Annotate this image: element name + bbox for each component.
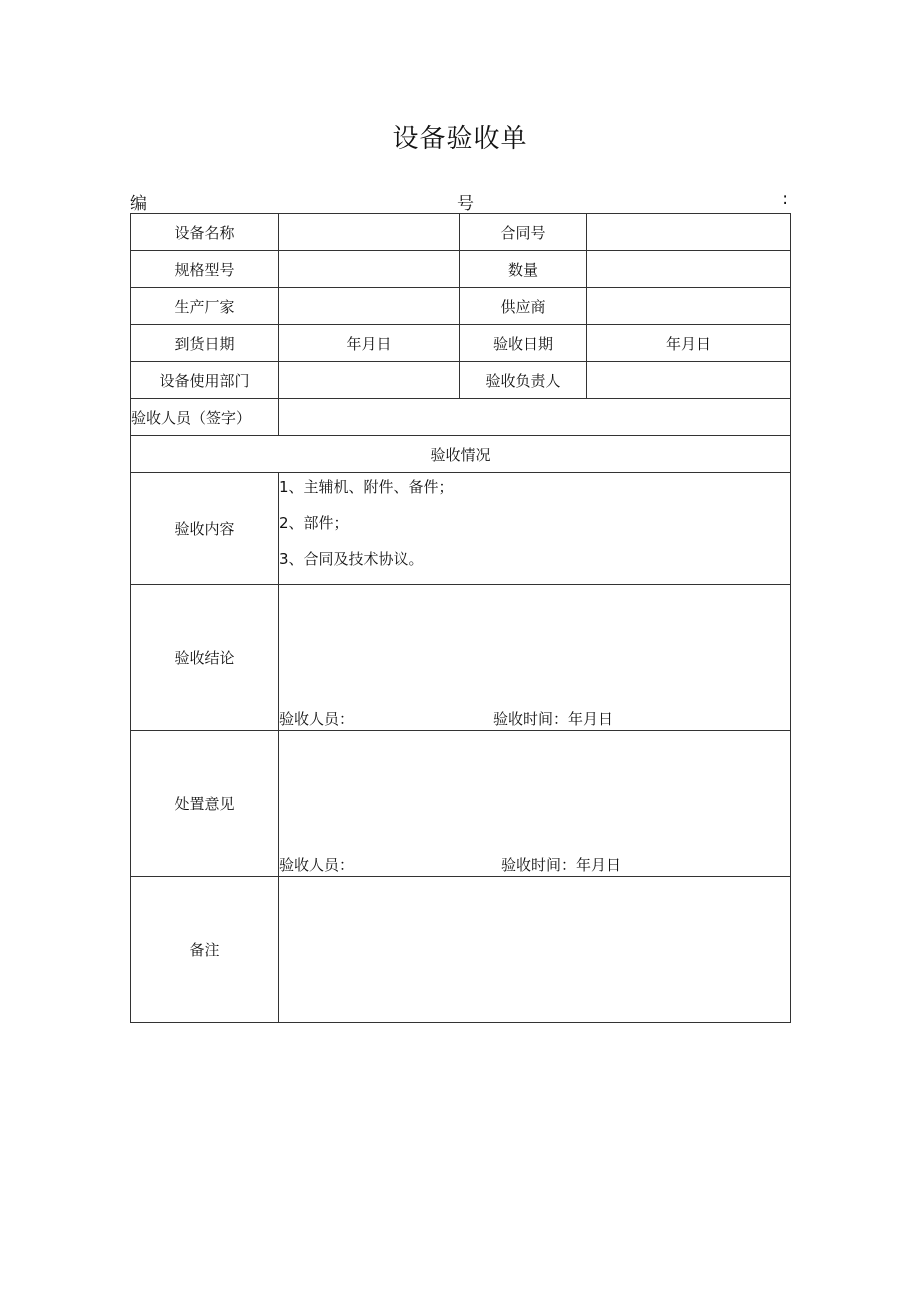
- contract-no-label: 合同号: [460, 214, 587, 251]
- acceptance-personnel-sign-field[interactable]: [279, 399, 791, 436]
- spec-model-field[interactable]: [279, 251, 460, 288]
- using-department-field[interactable]: [279, 362, 460, 399]
- supplier-field[interactable]: [587, 288, 791, 325]
- acceptance-content-label: 验收内容: [131, 473, 279, 585]
- page-title: 设备验收单: [392, 124, 528, 154]
- disposal-time-label: 验收时间：年月日: [501, 856, 622, 874]
- arrival-date-label: 到货日期: [131, 325, 279, 362]
- remarks-label: 备注: [131, 877, 279, 1023]
- acceptance-content-list: [279, 473, 791, 585]
- number-label-left: 编: [130, 194, 147, 214]
- list-item: 1、主辅机、附件、备件；: [279, 478, 454, 496]
- disposal-person-label: 验收人员：: [279, 856, 355, 874]
- quantity-label: 数量: [460, 251, 587, 288]
- acceptance-situation-header: 验收情况: [131, 436, 791, 473]
- conclusion-person-label: 验收人员：: [279, 710, 355, 728]
- acceptance-conclusion-label: 验收结论: [131, 585, 279, 731]
- conclusion-signature-line: [279, 708, 790, 728]
- remarks-field[interactable]: [279, 877, 791, 1023]
- acceptance-manager-field[interactable]: [587, 362, 791, 399]
- quantity-field[interactable]: [587, 251, 791, 288]
- acceptance-form-table: [130, 213, 791, 1023]
- arrival-date-field[interactable]: 年月日: [279, 325, 460, 362]
- manufacturer-field[interactable]: [279, 288, 460, 325]
- supplier-label: 供应商: [460, 288, 587, 325]
- acceptance-date-label: 验收日期: [460, 325, 587, 362]
- manufacturer-label: 生产厂家: [131, 288, 279, 325]
- list-item: 3、合同及技术协议。: [279, 550, 424, 568]
- spec-model-label: 规格型号: [131, 251, 279, 288]
- disposal-opinion-field[interactable]: [279, 731, 791, 877]
- acceptance-manager-label: 验收负责人: [460, 362, 587, 399]
- conclusion-time-label: 验收时间：年月日: [493, 710, 614, 728]
- equipment-name-field[interactable]: [279, 214, 460, 251]
- serial-number-line: [130, 189, 790, 213]
- acceptance-date-field[interactable]: 年月日: [587, 325, 791, 362]
- disposal-opinion-label: 处置意见: [131, 731, 279, 877]
- list-item: 2、部件；: [279, 514, 349, 532]
- number-label-middle: 号: [457, 194, 474, 214]
- acceptance-personnel-sign-label: 验收人员（签字）: [131, 399, 279, 436]
- contract-no-field[interactable]: [587, 214, 791, 251]
- equipment-name-label: 设备名称: [131, 214, 279, 251]
- number-label-colon: :: [782, 189, 788, 209]
- using-department-label: 设备使用部门: [131, 362, 279, 399]
- disposal-signature-line: [279, 854, 790, 874]
- acceptance-conclusion-field[interactable]: [279, 585, 791, 731]
